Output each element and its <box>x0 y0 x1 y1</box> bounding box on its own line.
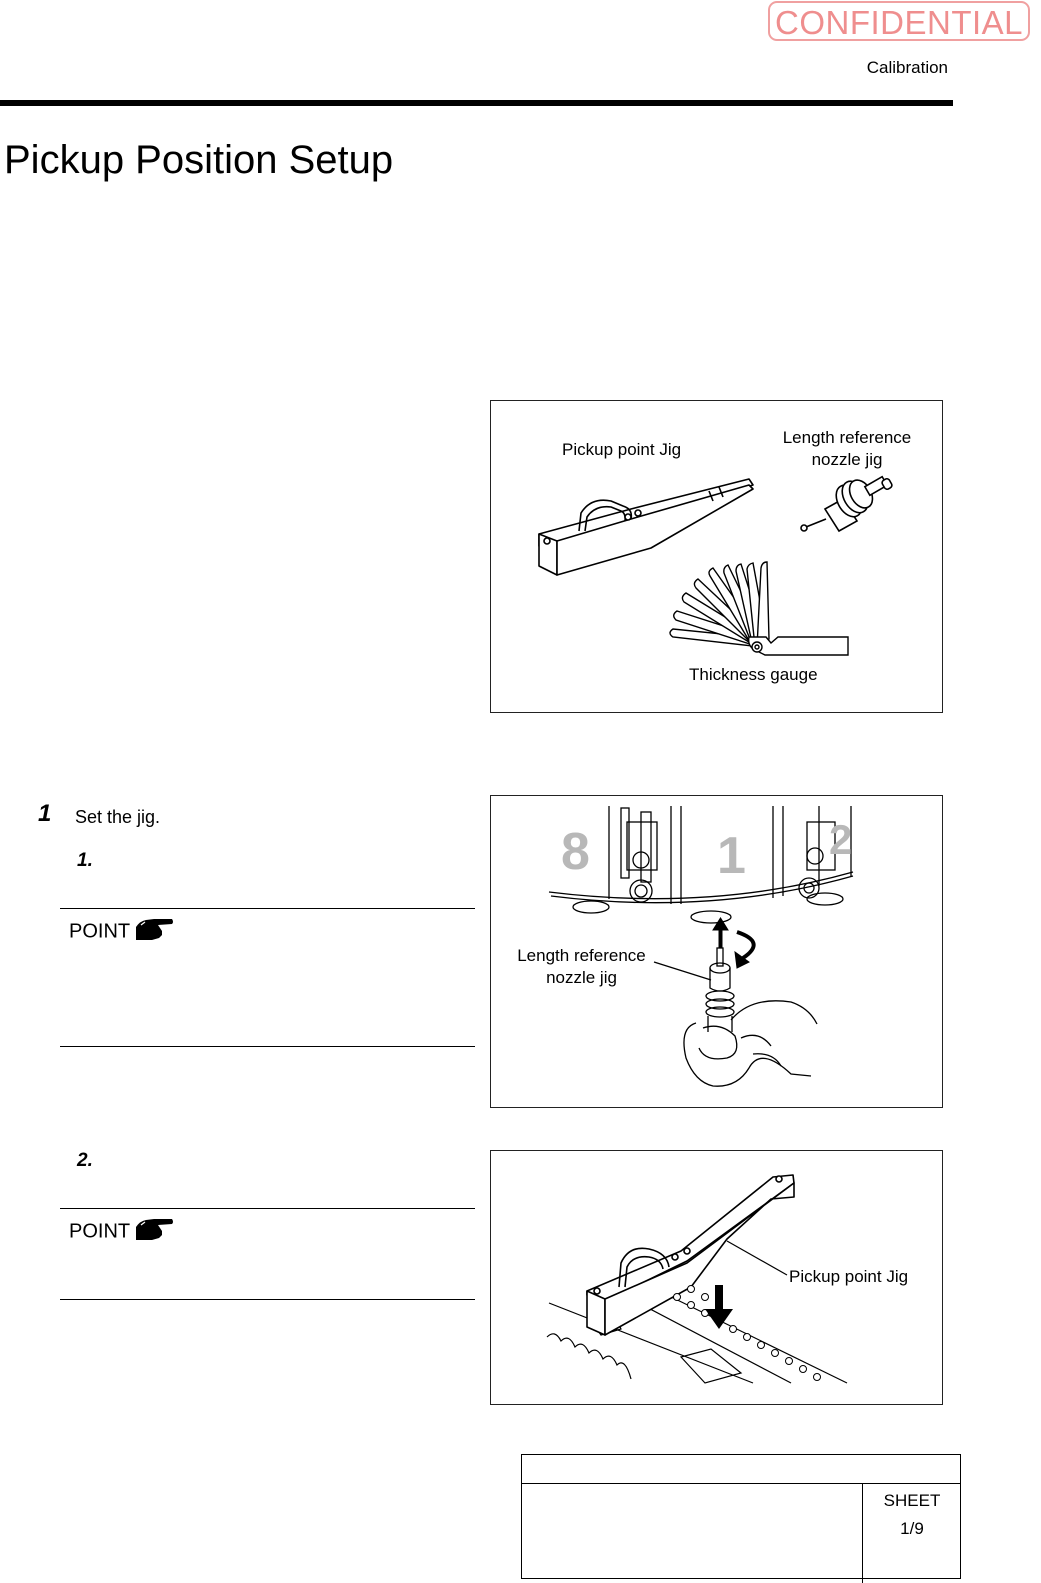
sheet-table <box>521 1454 961 1579</box>
substep-1-number: 1. <box>77 850 93 871</box>
head-number-8: 8 <box>561 823 590 881</box>
nozzle-jig-figure <box>490 795 943 1108</box>
length-reference-jig-label-2: Length reference nozzle jig <box>517 946 646 987</box>
pointing-hand-icon <box>132 916 174 948</box>
step-number: 1 <box>38 800 52 827</box>
pickup-jig-label: Pickup point Jig <box>562 440 682 459</box>
pointing-hand-icon <box>132 1216 174 1248</box>
substep-2-number: 2. <box>77 1150 93 1171</box>
point-1-note <box>69 916 174 948</box>
section-name: Calibration <box>866 58 948 77</box>
pickup-jig-figure <box>490 1150 943 1405</box>
jigs-figure <box>490 400 943 713</box>
sheet-value: 1/9 <box>900 1519 924 1538</box>
point-2-top-rule <box>60 1208 475 1209</box>
point-1-bottom-rule <box>60 1046 475 1047</box>
point-2-label: POINT <box>69 1220 131 1243</box>
thickness-gauge-label: Thickness gauge <box>689 665 818 684</box>
confidential-stamp: CONFIDENTIAL <box>768 1 1030 41</box>
sheet-table-row-divider <box>522 1483 960 1484</box>
point-2-bottom-rule <box>60 1299 475 1300</box>
point-1-label: POINT <box>69 920 131 943</box>
step-text: Set the jig. <box>75 807 161 827</box>
head-number-1: 1 <box>717 827 746 885</box>
sheet-label: SHEET <box>883 1491 941 1510</box>
pickup-jig-label-2: Pickup point Jig <box>789 1267 909 1286</box>
page-title: Pickup Position Setup <box>4 138 394 182</box>
head-number-2: 2 <box>829 816 853 863</box>
length-reference-jig-label: Length reference nozzle jig <box>782 428 912 469</box>
header-rule <box>0 100 953 106</box>
point-2-note <box>69 1216 174 1248</box>
sheet-table-column-divider <box>862 1483 863 1583</box>
point-1-top-rule <box>60 908 475 909</box>
